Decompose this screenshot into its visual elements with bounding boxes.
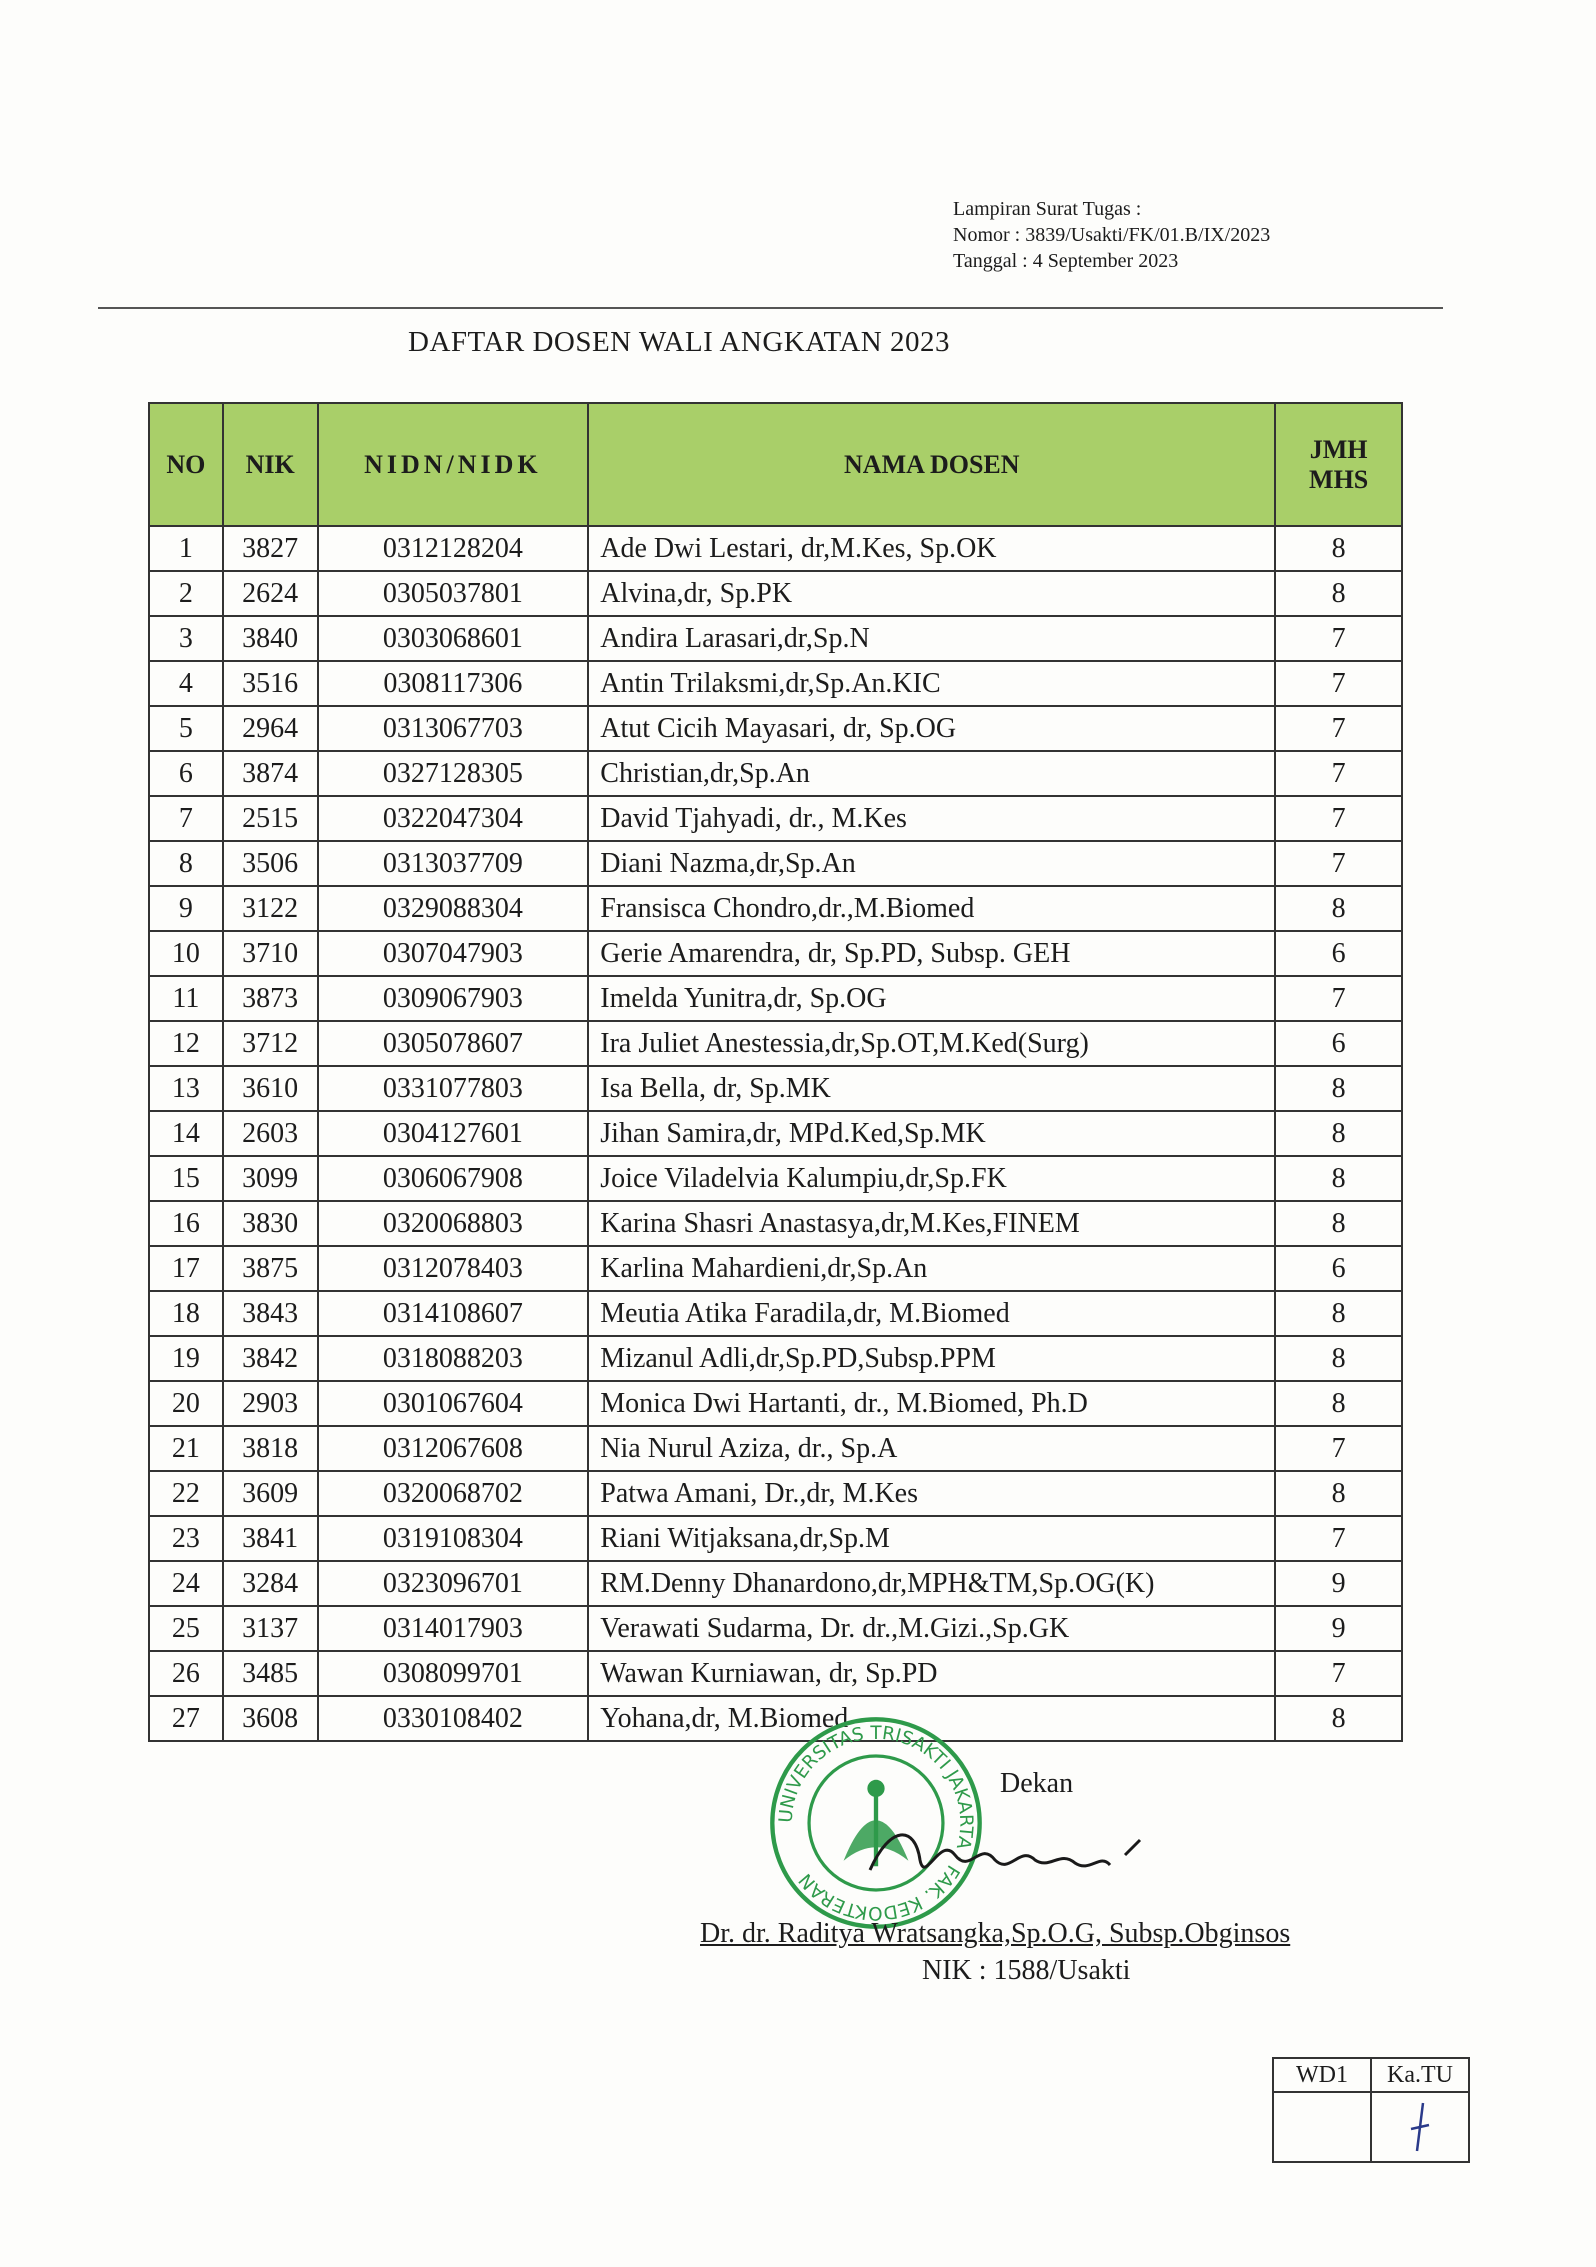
table-row <box>149 751 1402 796</box>
cell-nik: 2964 <box>223 706 318 751</box>
cell-jmh: 8 <box>1275 571 1402 616</box>
table-row <box>149 1111 1402 1156</box>
table-row <box>149 1471 1402 1516</box>
cell-no: 4 <box>149 661 223 706</box>
table-row <box>149 1561 1402 1606</box>
table-row <box>149 841 1402 886</box>
table-row <box>149 706 1402 751</box>
header-jmh-mhs <box>1275 403 1402 526</box>
paraf-wd1-label: WD1 <box>1273 2058 1371 2092</box>
cell-no: 10 <box>149 931 223 976</box>
table-row <box>149 1291 1402 1336</box>
header-jmh-line2: MHS <box>1309 464 1369 494</box>
cell-nidn: 0314017903 <box>318 1606 589 1651</box>
cell-jmh: 7 <box>1275 706 1402 751</box>
attachment-tanggal: Tanggal : 4 September 2023 <box>953 250 1179 272</box>
cell-nidn: 0331077803 <box>318 1066 589 1111</box>
paraf-initial-mark <box>1405 2099 1435 2155</box>
table-row <box>149 1201 1402 1246</box>
cell-nama: Meutia Atika Faradila,dr, M.Biomed <box>588 1291 1275 1336</box>
cell-no: 17 <box>149 1246 223 1291</box>
table-row <box>149 1606 1402 1651</box>
cell-jmh: 8 <box>1275 886 1402 931</box>
cell-jmh: 7 <box>1275 616 1402 661</box>
table-row <box>149 931 1402 976</box>
table-row <box>149 571 1402 616</box>
table-row <box>149 1426 1402 1471</box>
cell-nik: 2603 <box>223 1111 318 1156</box>
seal-emblem-top <box>867 1780 884 1797</box>
header-divider <box>98 307 1443 309</box>
cell-nidn: 0320068702 <box>318 1471 589 1516</box>
cell-nik: 3818 <box>223 1426 318 1471</box>
cell-nik: 3516 <box>223 661 318 706</box>
table-body <box>149 526 1402 1741</box>
cell-jmh: 8 <box>1275 1336 1402 1381</box>
cell-nama: Christian,dr,Sp.An <box>588 751 1275 796</box>
table-row <box>149 1066 1402 1111</box>
cell-nama: Wawan Kurniawan, dr, Sp.PD <box>588 1651 1275 1696</box>
cell-nidn: 0327128305 <box>318 751 589 796</box>
cell-jmh: 7 <box>1275 796 1402 841</box>
cell-no: 9 <box>149 886 223 931</box>
cell-nama: Karlina Mahardieni,dr,Sp.An <box>588 1246 1275 1291</box>
cell-nidn: 0308117306 <box>318 661 589 706</box>
cell-nidn: 0303068601 <box>318 616 589 661</box>
cell-nama: Imelda Yunitra,dr, Sp.OG <box>588 976 1275 1021</box>
signatory-role: Dekan <box>1000 1768 1074 1799</box>
cell-no: 18 <box>149 1291 223 1336</box>
table-row <box>149 1651 1402 1696</box>
table-row <box>149 1336 1402 1381</box>
cell-nidn: 0319108304 <box>318 1516 589 1561</box>
cell-nama: Fransisca Chondro,dr.,M.Biomed <box>588 886 1275 931</box>
cell-nama: Diani Nazma,dr,Sp.An <box>588 841 1275 886</box>
cell-nik: 3843 <box>223 1291 318 1336</box>
cell-nidn: 0305078607 <box>318 1021 589 1066</box>
cell-jmh: 9 <box>1275 1606 1402 1651</box>
signatory-nik: NIK : 1588/Usakti <box>922 1955 1131 1986</box>
paraf-katu-cell <box>1371 2092 1469 2162</box>
cell-no: 12 <box>149 1021 223 1066</box>
cell-nama: Patwa Amani, Dr.,dr, M.Kes <box>588 1471 1275 1516</box>
cell-nama: Karina Shasri Anastasya,dr,M.Kes,FINEM <box>588 1201 1275 1246</box>
cell-jmh: 7 <box>1275 1516 1402 1561</box>
cell-nik: 3874 <box>223 751 318 796</box>
cell-no: 24 <box>149 1561 223 1606</box>
cell-nidn: 0305037801 <box>318 571 589 616</box>
cell-jmh: 7 <box>1275 751 1402 796</box>
cell-jmh: 7 <box>1275 976 1402 1021</box>
cell-nidn: 0323096701 <box>318 1561 589 1606</box>
cell-no: 7 <box>149 796 223 841</box>
cell-no: 13 <box>149 1066 223 1111</box>
cell-jmh: 8 <box>1275 1696 1402 1741</box>
cell-nidn: 0313037709 <box>318 841 589 886</box>
cell-nidn: 0330108402 <box>318 1696 589 1741</box>
dosen-wali-table <box>148 402 1403 1742</box>
cell-nama: Alvina,dr, Sp.PK <box>588 571 1275 616</box>
cell-nama: Andira Larasari,dr,Sp.N <box>588 616 1275 661</box>
cell-no: 14 <box>149 1111 223 1156</box>
cell-nidn: 0329088304 <box>318 886 589 931</box>
cell-nik: 3841 <box>223 1516 318 1561</box>
cell-nidn: 0314108607 <box>318 1291 589 1336</box>
header-nidn: NIDN/NIDK <box>318 403 589 526</box>
cell-jmh: 8 <box>1275 1381 1402 1426</box>
cell-no: 21 <box>149 1426 223 1471</box>
header-nik: NIK <box>223 403 318 526</box>
cell-nidn: 0306067908 <box>318 1156 589 1201</box>
cell-nidn: 0313067703 <box>318 706 589 751</box>
cell-jmh: 9 <box>1275 1561 1402 1606</box>
cell-nama: Isa Bella, dr, Sp.MK <box>588 1066 1275 1111</box>
cell-nidn: 0304127601 <box>318 1111 589 1156</box>
cell-jmh: 7 <box>1275 1426 1402 1471</box>
table-row <box>149 526 1402 571</box>
cell-nidn: 0312128204 <box>318 526 589 571</box>
cell-no: 15 <box>149 1156 223 1201</box>
table-row <box>149 1381 1402 1426</box>
cell-jmh: 8 <box>1275 1066 1402 1111</box>
cell-nama: Nia Nurul Aziza, dr., Sp.A <box>588 1426 1275 1471</box>
cell-jmh: 8 <box>1275 1111 1402 1156</box>
table-row <box>149 661 1402 706</box>
cell-nik: 3099 <box>223 1156 318 1201</box>
cell-jmh: 8 <box>1275 1291 1402 1336</box>
table-row <box>149 1246 1402 1291</box>
cell-nama: Ira Juliet Anestessia,dr,Sp.OT,M.Ked(Surg) <box>588 1021 1275 1066</box>
cell-nik: 3840 <box>223 616 318 661</box>
cell-no: 3 <box>149 616 223 661</box>
handwritten-signature <box>860 1815 1160 1895</box>
cell-nama: Atut Cicih Mayasari, dr, Sp.OG <box>588 706 1275 751</box>
cell-jmh: 6 <box>1275 1246 1402 1291</box>
cell-no: 1 <box>149 526 223 571</box>
cell-nidn: 0307047903 <box>318 931 589 976</box>
cell-jmh: 6 <box>1275 931 1402 976</box>
table-row <box>149 796 1402 841</box>
header-nama-dosen: NAMA DOSEN <box>588 403 1275 526</box>
cell-nidn: 0320068803 <box>318 1201 589 1246</box>
cell-nik: 3284 <box>223 1561 318 1606</box>
cell-no: 2 <box>149 571 223 616</box>
cell-no: 8 <box>149 841 223 886</box>
cell-nama: Ade Dwi Lestari, dr,M.Kes, Sp.OK <box>588 526 1275 571</box>
cell-nama: Jihan Samira,dr, MPd.Ked,Sp.MK <box>588 1111 1275 1156</box>
cell-nik: 3875 <box>223 1246 318 1291</box>
cell-nama: Verawati Sudarma, Dr. dr.,M.Gizi.,Sp.GK <box>588 1606 1275 1651</box>
cell-nik: 3506 <box>223 841 318 886</box>
header-no: NO <box>149 403 223 526</box>
table-row <box>149 616 1402 661</box>
table-row <box>149 886 1402 931</box>
cell-nama: Gerie Amarendra, dr, Sp.PD, Subsp. GEH <box>588 931 1275 976</box>
cell-nik: 3710 <box>223 931 318 976</box>
cell-no: 5 <box>149 706 223 751</box>
cell-nik: 3137 <box>223 1606 318 1651</box>
cell-nama: Mizanul Adli,dr,Sp.PD,Subsp.PPM <box>588 1336 1275 1381</box>
cell-nik: 2624 <box>223 571 318 616</box>
cell-nik: 2515 <box>223 796 318 841</box>
cell-nama: RM.Denny Dhanardono,dr,MPH&TM,Sp.OG(K) <box>588 1561 1275 1606</box>
cell-nama: Riani Witjaksana,dr,Sp.M <box>588 1516 1275 1561</box>
table-row <box>149 1156 1402 1201</box>
cell-nama: Monica Dwi Hartanti, dr., M.Biomed, Ph.D <box>588 1381 1275 1426</box>
cell-nik: 3122 <box>223 886 318 931</box>
cell-nik: 3842 <box>223 1336 318 1381</box>
cell-jmh: 8 <box>1275 1471 1402 1516</box>
paraf-box <box>1272 2057 1470 2163</box>
cell-nidn: 0322047304 <box>318 796 589 841</box>
cell-nidn: 0308099701 <box>318 1651 589 1696</box>
attachment-nomor: Nomor : 3839/Usakti/FK/01.B/IX/2023 <box>953 224 1271 246</box>
cell-no: 23 <box>149 1516 223 1561</box>
cell-jmh: 8 <box>1275 1156 1402 1201</box>
cell-nik: 3608 <box>223 1696 318 1741</box>
cell-nidn: 0312067608 <box>318 1426 589 1471</box>
document-title: DAFTAR DOSEN WALI ANGKATAN 2023 <box>408 326 950 358</box>
attachment-reference <box>953 196 1270 274</box>
cell-nik: 2903 <box>223 1381 318 1426</box>
cell-no: 22 <box>149 1471 223 1516</box>
cell-nama: Joice Viladelvia Kalumpiu,dr,Sp.FK <box>588 1156 1275 1201</box>
cell-jmh: 8 <box>1275 526 1402 571</box>
cell-nama: David Tjahyadi, dr., M.Kes <box>588 796 1275 841</box>
cell-jmh: 7 <box>1275 1651 1402 1696</box>
cell-nik: 3712 <box>223 1021 318 1066</box>
table-row <box>149 976 1402 1021</box>
cell-nama: Yohana,dr, M.Biomed <box>588 1696 1275 1741</box>
cell-nik: 3609 <box>223 1471 318 1516</box>
cell-no: 19 <box>149 1336 223 1381</box>
table-header-row <box>149 403 1402 526</box>
cell-nidn: 0301067604 <box>318 1381 589 1426</box>
cell-nik: 3830 <box>223 1201 318 1246</box>
table-row <box>149 1516 1402 1561</box>
table-row <box>149 1021 1402 1066</box>
cell-nidn: 0309067903 <box>318 976 589 1021</box>
cell-jmh: 7 <box>1275 841 1402 886</box>
cell-jmh: 6 <box>1275 1021 1402 1066</box>
seal-text: UNIVERSITAS TRISAKTI JAKARTA · FAK. KEDOKTERAN <box>775 1722 977 1924</box>
cell-nik: 3827 <box>223 526 318 571</box>
cell-nama: Antin Trilaksmi,dr,Sp.An.KIC <box>588 661 1275 706</box>
paraf-katu-label: Ka.TU <box>1371 2058 1469 2092</box>
attachment-label: Lampiran Surat Tugas : <box>953 198 1142 220</box>
cell-no: 6 <box>149 751 223 796</box>
cell-no: 16 <box>149 1201 223 1246</box>
cell-nik: 3610 <box>223 1066 318 1111</box>
cell-nidn: 0312078403 <box>318 1246 589 1291</box>
cell-no: 27 <box>149 1696 223 1741</box>
header-jmh-line1: JMH <box>1309 434 1368 464</box>
signatory-name: Dr. dr. Raditya Wratsangka,Sp.O.G, Subsp.Obginsos <box>700 1918 1291 1949</box>
cell-no: 25 <box>149 1606 223 1651</box>
cell-nidn: 0318088203 <box>318 1336 589 1381</box>
cell-nik: 3873 <box>223 976 318 1021</box>
cell-jmh: 7 <box>1275 661 1402 706</box>
cell-no: 20 <box>149 1381 223 1426</box>
cell-jmh: 8 <box>1275 1201 1402 1246</box>
paraf-wd1-cell <box>1273 2092 1371 2162</box>
cell-no: 11 <box>149 976 223 1021</box>
cell-no: 26 <box>149 1651 223 1696</box>
cell-nik: 3485 <box>223 1651 318 1696</box>
